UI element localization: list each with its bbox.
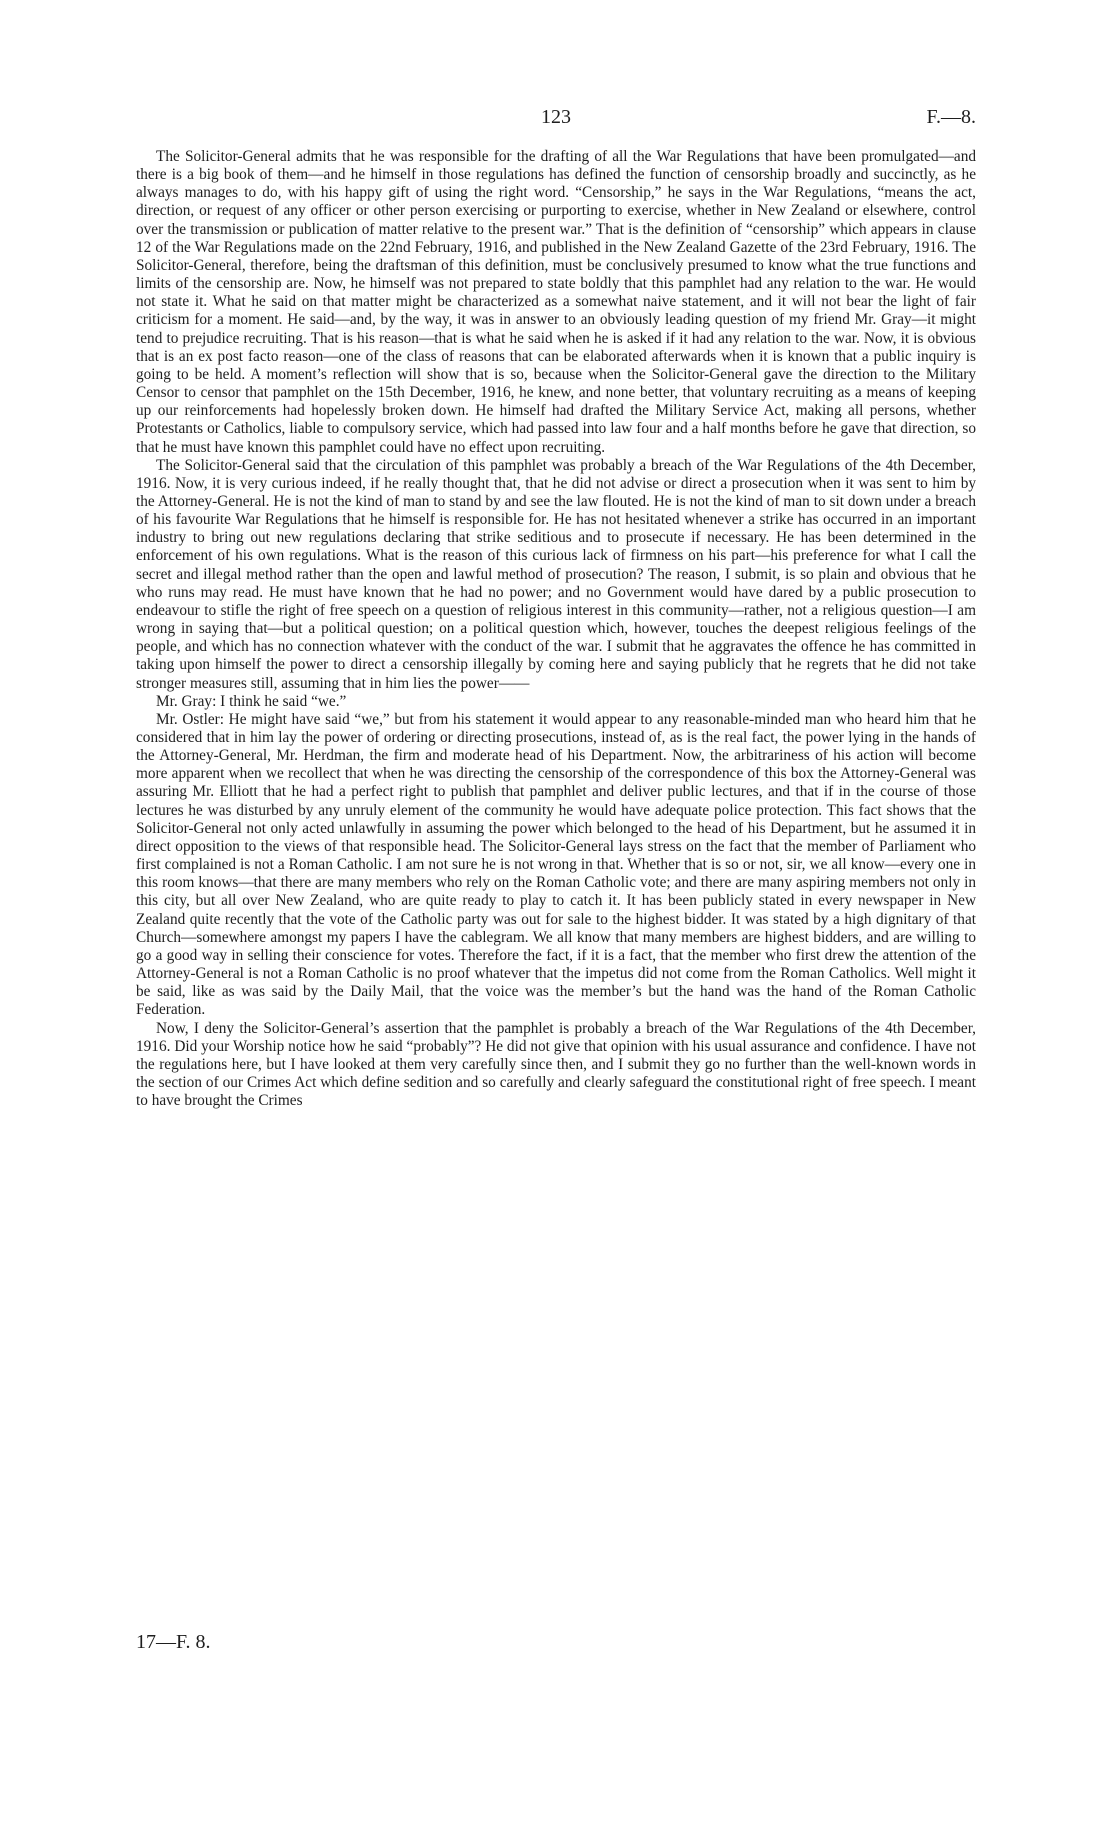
paragraph-5: Now, I deny the Solicitor-General’s assertion that the pamphlet is probably a breach of the War Regulations of the 4th December, 1916. Did your Worship notice how he said “probably”? He did not give that opinion with his usual assurance and confidence. I have not the regulations here, but I have looked at them very carefully since then, and I submit they go no further than the well-known words in the section of our Crimes Act which define sedition and so carefully and clearly safeguard the constitutional right of free speech. I meant to have brought the Crimes [136,1019,976,1110]
paragraph-3: Mr. Gray: I think he said “we.” [156,692,347,710]
report-code: F.—8. [926,106,976,128]
printer-signature: 17—F. 8. [136,1631,211,1653]
paragraph-4: Mr. Ostler: He might have said “we,” but from his statement it would appear to any reasonable-minded man who heard him that he considered that in him lay the power of ordering or directing prosecutions, instead of, as is the real fact, the power lying in the hands of the Attorney-General, Mr. Herdman, the firm and moderate head of his Department. Now, the arbitrariness of his action will become more apparent when we recollect that when he was directing the censorship of the correspondence of this box the Attorney-General was assuring Mr. Elliott that he had a perfect right to publish that pamphlet and deliver public lectures, and that if in the course of those lectures he was disturbed by any unruly element of the community he would have adequate police protection. This fact shows that the Solicitor-General not only acted unlawfully in assuming the power which belonged to the head of his Department, but he assumed it in direct opposition to the views of that responsible head. The Solicitor-General lays stress on the fact that the member of Parliament who first complained is not a Roman Catholic. I am not sure he is not wrong in that. Whether that is so or not, sir, we all know—every one in this room knows—that there are many members who rely on the Roman Catholic vote; and there are many aspiring members not only in this city, but all over New Zealand, who are quite ready to play to catch it. It has been publicly stated in every newspaper in New Zealand quite recently that the vote of the Catholic party was out for sale to the highest bidder. It was stated by a high dignitary of that Church—somewhere amongst my papers I have the cablegram. We all know that many members are highest bidders, and are willing to go a good way in selling their conscience for votes. Therefore the fact, if it is a fact, that the member who first drew the attention of the Attorney-General is not a Roman Catholic is no proof whatever that the impetus did not come from the Roman Catholics. Well might it be said, like as was said by the Daily Mail, that the voice was the member’s but the hand was the hand of the Roman Catholic Federation. [136,710,976,1019]
page-number: 123 [541,106,571,128]
paragraph-1: The Solicitor-General admits that he was responsible for the drafting of all the War Regulations that have been promulgated—and there is a big book of them—and he himself in those regulations has defined the function of censorship broadly and succinctly, as he always manages to do, with his happy gift of using the right word. “Censorship,” he says in the War Regulations, “means the act, direction, or request of any officer or other person exercising or purporting to exercise, whether in New Zealand or elsewhere, control over the transmission or publication of matter relative to the present war.” That is the definition of “censorship” which appears in clause 12 of the War Regulations made on the 22nd February, 1916, and published in the New Zealand Gazette of the 23rd February, 1916. The Solicitor-General, therefore, being the draftsman of this definition, must be conclusively presumed to know what the true functions and limits of the censorship are. Now, he himself was not prepared to state boldly that this pamphlet had any relation to the war. He would not state it. What he said on that matter might be characterized as a somewhat naive statement, and it will not bear the light of fair criticism for a moment. He said—and, by the way, it was in answer to an obviously leading question of my friend Mr. Gray—it might tend to prejudice recruiting. That is his reason—that is what he said when he is asked if it had any relation to the war. Now, it is obvious that is an ex post facto reason—one of the class of reasons that can be elaborated afterwards when it is known that a public inquiry is going to be held. A moment’s reflection will show that is so, because when the Solicitor-General gave the direction to the Military Censor to censor that pamphlet on the 15th December, 1916, he knew, and none better, that voluntary recruiting as a means of keeping up our reinforcements had hopelessly broken down. He himself had drafted the Military Service Act, making all persons, whether Protestants or Catholics, liable to compulsory service, which had passed into law four and a half months before he gave that direction, so that he must have known this pamphlet could have no effect upon recruiting. [136,148,976,456]
page-header [136,106,976,132]
paragraph-2: The Solicitor-General said that the circulation of this pamphlet was probably a breach of the War Regulations of the 4th December, 1916. Now, it is very curious indeed, if he really thought that, that he did not advise or direct a prosecution when it was sent to him by the Attorney-General. He is not the kind of man to stand by and see the law flouted. He is not the kind of man to sit down under a breach of his favourite War Regulations that he himself is responsible for. He has not hesitated whenever a strike has occurred in an important industry to bring out new regulations declaring that strike seditious and to prosecute if necessary. He has been determined in the enforcement of his own regulations. What is the reason of this curious lack of firmness on his part—his preference for what I call the secret and illegal method rather than the open and lawful method of prosecution? The reason, I submit, is so plain and obvious that he who runs may read. He must have known that he had no power; and no Government would have dared by a public prosecution to endeavour to stifle the right of free speech on a question of religious interest in this community—rather, not a religious question—I am wrong in saying that—but a political question; on a political question which, however, touches the deepest religious feelings of the people, and which has no connection whatever with the conduct of the war. I submit that he aggravates the offence he has committed in taking upon himself the power to direct a censorship illegally by coming here and saying publicly that he regrets that he did not take stronger measures still, assuming that in him lies the power—— [136,456,976,692]
body-text [136,148,976,1110]
